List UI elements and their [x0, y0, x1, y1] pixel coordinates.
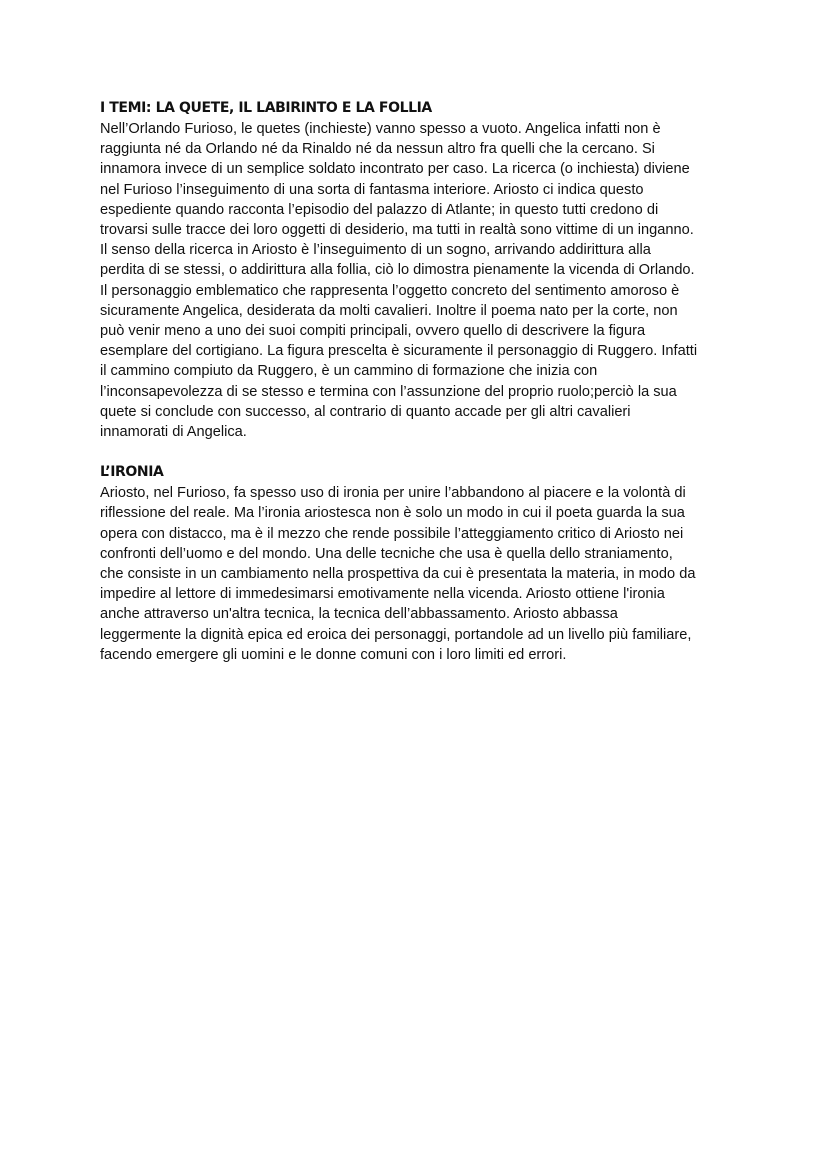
text-line: opera con distacco, ma è il mezzo che rende possibile l’atteggiamento critico di Ariosto nei [100, 525, 684, 542]
text-line: riflessione del reale. Ma l’ironia ariostesca non è solo un modo in cui il poeta guarda la sua [100, 505, 685, 522]
text-line: esemplare del cortigiano. La figura prescelta è sicuramente il personaggio di Ruggero. Infatti [100, 343, 698, 360]
text-line: trovarsi sulle tracce dei loro oggetti di desiderio, ma tutti in realtà sono vittime di un inganno. [100, 222, 694, 239]
section-heading: I TEMI: LA QUETE, IL LABIRINTO E LA FOLLIA [100, 100, 432, 116]
text-line: quete si conclude con successo, al contrario di quanto accade per gli altri cavalieri [100, 403, 631, 420]
text-line: espediente quando racconta l’episodio del palazzo di Atlante; in questo tutti credono di [100, 201, 659, 218]
text-line: facendo emergere gli uomini e le donne comuni con i loro limiti ed errori. [100, 646, 567, 663]
text-line: sicuramente Angelica, desiderata da molti cavalieri. Inoltre il poema nato per la corte, non [100, 302, 678, 319]
text-line: innamora invece di un semplice soldato incontrato per caso. La ricerca (o inchiesta) diviene [100, 161, 690, 178]
paragraph [100, 119, 740, 442]
text-line: leggermente la dignità epica ed eroica dei personaggi, portandole ad un livello più familiare, [100, 626, 692, 643]
text-line: perdita di se stessi, o addirittura alla follia, ciò lo dimostra pienamente la vicenda di Orlando. [100, 262, 695, 279]
text-line: il cammino compiuto da Ruggero, è un cammino di formazione che inizia con [100, 363, 598, 380]
section-temi [100, 98, 740, 442]
paragraph [100, 483, 740, 665]
document-page [100, 98, 740, 665]
text-line: Il personaggio emblematico che rappresenta l’oggetto concreto del sentimento amoroso è [100, 282, 680, 299]
text-line: anche attraverso un'altra tecnica, la tecnica dell’abbassamento. Ariosto abbassa [100, 606, 618, 623]
text-line: l’inconsapevolezza di se stesso e termina con l’assunzione del proprio ruolo;perciò la sua [100, 383, 677, 400]
text-line: nel Furioso l’inseguimento di una sorta di fantasma interiore. Ariosto ci indica questo [100, 181, 644, 198]
text-line: raggiunta né da Orlando né da Rinaldo né da nessun altro fra quelli che la cercano. Si [100, 141, 655, 158]
text-line: che consiste in un cambiamento nella prospettiva da cui è presentata la materia, in modo da [100, 566, 696, 583]
section-ironia [100, 462, 740, 665]
text-line: Il senso della ricerca in Ariosto è l’inseguimento di un sogno, arrivando addirittura alla [100, 242, 651, 259]
text-line: confronti dell’uomo e del mondo. Una delle tecniche che usa è quella dello straniamento, [100, 545, 673, 562]
text-line: può venir meno a uno dei suoi compiti principali, ovvero quello di descrivere la figura [100, 323, 646, 340]
text-line: impedire al lettore di immedesimarsi emotivamente nella vicenda. Ariosto ottiene l'ironia [100, 586, 665, 603]
section-heading: L’IRONIA [100, 464, 164, 481]
text-line: Nell’Orlando Furioso, le quetes (inchieste) vanno spesso a vuoto. Angelica infatti non è [100, 121, 661, 137]
text-line: innamorati di Angelica. [100, 424, 247, 441]
text-line: Ariosto, nel Furioso, fa spesso uso di ironia per unire l’abbandono al piacere e la volontà di [100, 485, 686, 502]
